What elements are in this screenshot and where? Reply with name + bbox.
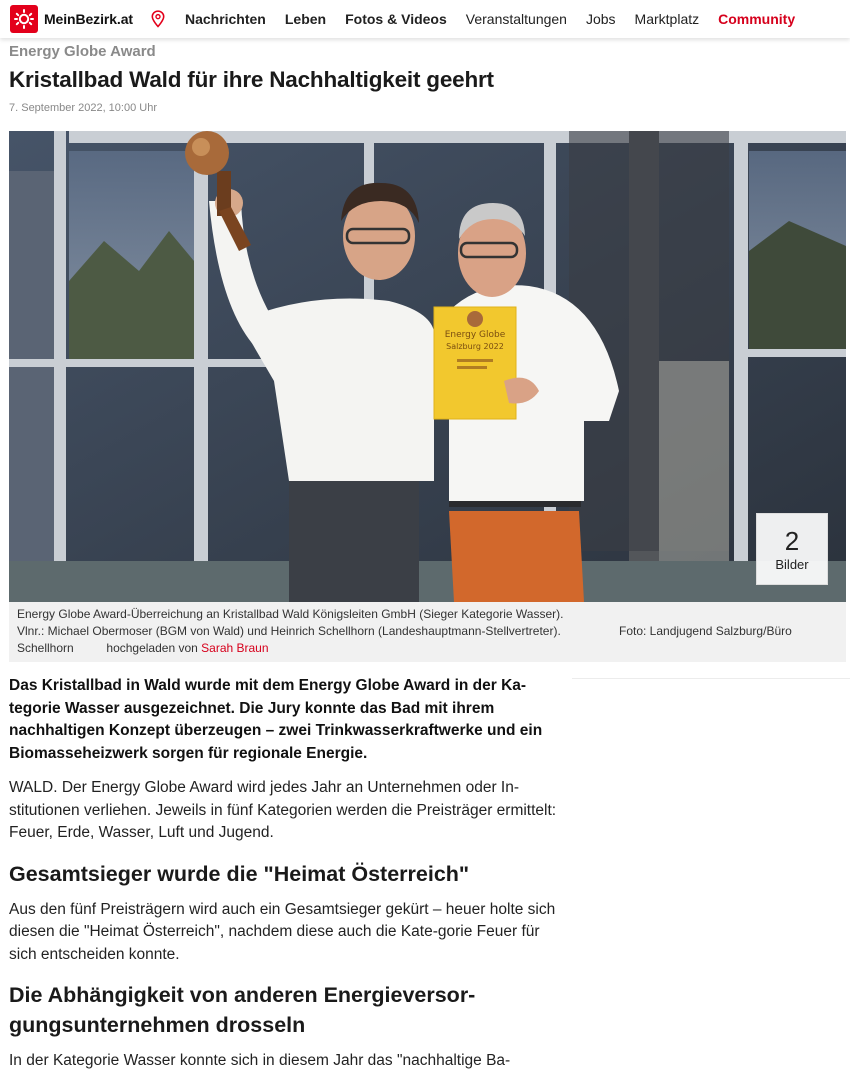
uploader-link[interactable]: Sarah Braun [201,641,269,655]
caption-line-2: Vlnr.: Michael Obermoser (BGM von Wald) und Heinrich Schellhorn (Landeshauptmann-Stellvertreter). [17,624,561,638]
main-nav [185,11,814,27]
gallery-button[interactable] [756,513,828,585]
nav-item-veranstaltungen[interactable]: Veranstaltungen [465,11,567,27]
award-book-title: Energy Globe [444,330,506,340]
article-title: Kristallbad Wald für ihre Nachhaltigkeit geehrt [9,67,494,92]
location-pin-icon[interactable] [151,9,167,29]
uploaded-by-label: hochgeladen von [106,641,198,655]
article-paragraph-2: Aus den fünf Preisträgern wird auch ein Gesamtsieger gekürt – heuer holte sich diesen die "Heimat Österreich", nachdem diese auch die Kate-gorie Feuer für sich entscheiden konnte. [9,900,556,963]
article-paragraph-3: In der Kategorie Wasser konnte sich in diesem Jahr das "nachhaltige Ba- [9,1052,511,1069]
caption-line-3 [17,640,269,657]
meinbezirk-logo-icon [10,5,38,33]
article-body [9,675,561,1073]
nav-item-community[interactable]: Community [718,11,796,27]
article-heading-1: Gesamtsieger wurde die "Heimat Österreich" [9,861,470,886]
article-paragraph-1: WALD. Der Energy Globe Award wird jedes Jahr an Unternehmen oder In-stitutionen verliehen. Jeweils in fünf Kategorien werden die Preisträger ermittelt: Feuer, Erde, Wasser, Luft und Jugend. [9,779,557,841]
photo-credit: Foto: Landjugend Salzburg/Büro [619,624,792,638]
article-kicker[interactable]: Energy Globe Award [9,43,156,60]
award-book-subtitle: Salzburg 2022 [446,342,504,351]
nav-item-jobs[interactable]: Jobs [585,11,616,27]
nav-item-fotos-videos[interactable]: Fotos & Videos [345,11,447,27]
gallery-label: Bilder [775,556,809,572]
nav-item-nachrichten[interactable]: Nachrichten [184,11,266,27]
caption-line-1: Energy Globe Award-Überreichung an Kristallbad Wald Königsleiten GmbH (Sieger Kategorie Wasser). [17,607,564,621]
nav-item-marktplatz[interactable]: Marktplatz [634,11,700,27]
nav-item-leben[interactable]: Leben [284,11,327,27]
gallery-count: 2 [784,525,800,556]
article-lead: Das Kristallbad in Wald wurde mit dem Energy Globe Award in der Ka-tegorie Wasser ausgezeichnet. Die Jury konnte das Bad mit ihrem nachhaltigen Konzept überzeugen – zwei Trinkwasserkraftwerke und ein Biomasseheizwerk sorgen für regionale Energie. [9,677,543,762]
article-heading-2: Die Abhängigkeit von anderen Energieversor-gungsunternehmen drosseln [9,983,476,1037]
site-logo[interactable] [10,5,133,33]
top-navigation-bar [0,0,850,38]
article-date: 7. September 2022, 10:00 Uhr [9,102,157,114]
sidebar-divider [572,678,850,679]
photo-credit-continued: Schellhorn [17,641,74,655]
article-photo[interactable] [9,131,846,602]
site-logo-text: MeinBezirk.at [44,11,133,27]
photo-caption [9,602,846,662]
